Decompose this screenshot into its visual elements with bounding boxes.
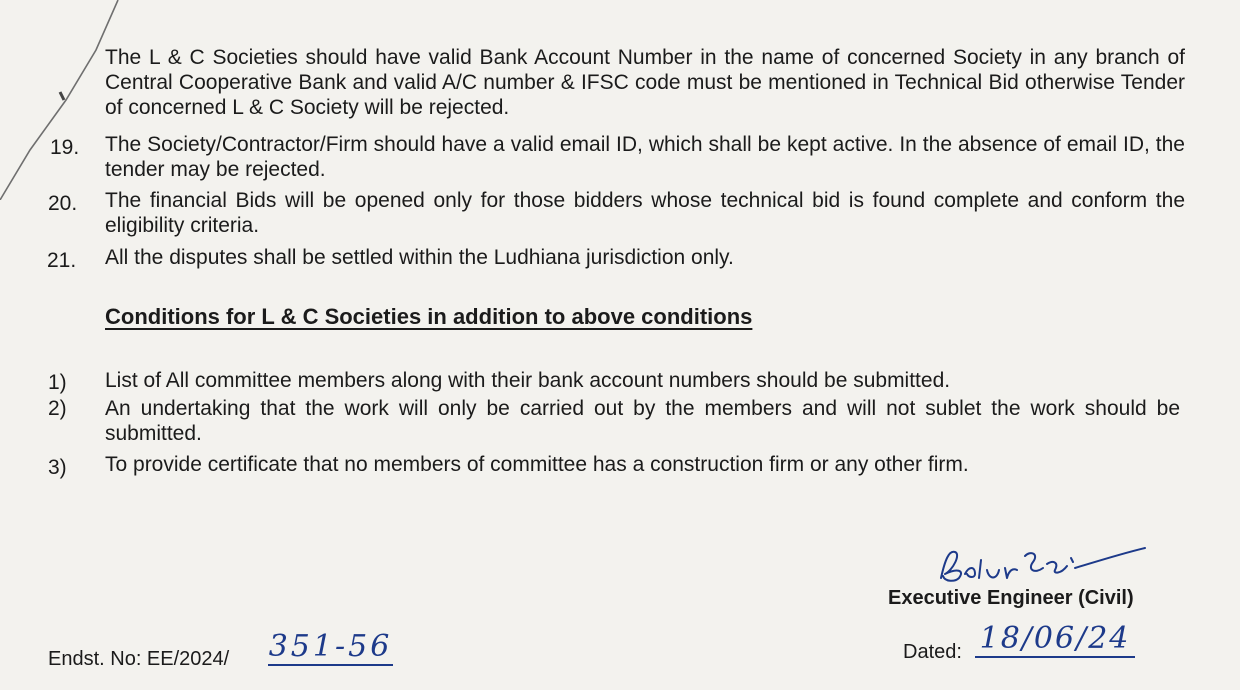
condition-committee-list: List of All committee members along with their bank account numbers should be submitted. bbox=[105, 369, 951, 392]
clause-number: 19. bbox=[50, 136, 80, 159]
clause-financial-bids: The financial Bids will be opened only for those bidders whose technical bid is found complete and conform the eligibility criteria. bbox=[105, 189, 1185, 237]
clause-jurisdiction: All the disputes shall be settled within the Ludhiana jurisdiction only. bbox=[105, 246, 734, 269]
condition-number: 2) bbox=[48, 397, 67, 420]
dated-handwritten-value: 18/06/24 bbox=[975, 622, 1135, 658]
handwritten-signature bbox=[935, 540, 1155, 588]
dated-label: Dated: bbox=[903, 641, 962, 663]
clause-email-id: The Society/Contractor/Firm should have a valid email ID, which shall be kept active. In the absence of email ID, the tender may be rejected. bbox=[105, 133, 1185, 181]
condition-number: 1) bbox=[48, 371, 67, 394]
endorsement-label: Endst. No: EE/2024/ bbox=[48, 648, 230, 670]
endorsement-handwritten-number: 351-56 bbox=[268, 629, 393, 664]
condition-certificate: To provide certificate that no members of committee has a construction firm or any other firm. bbox=[105, 453, 969, 476]
condition-undertaking: An undertaking that the work will only be carried out by the members and will not sublet the work should be submitted. bbox=[105, 397, 1180, 445]
condition-number: 3) bbox=[48, 456, 67, 479]
clause-number: 20. bbox=[48, 192, 78, 215]
signatory-title: Executive Engineer (Civil) bbox=[888, 587, 1134, 609]
clause-bank-account: The L & C Societies should have valid Bank Account Number in the name of concerned Society in any branch of Central Cooperative Bank and valid A/C number & IFSC code must be mentioned in Technical Bid otherwise Tender of concerned L & C Society will be rejected. bbox=[105, 46, 1185, 119]
paper-fold-mark bbox=[0, 0, 120, 200]
section-heading: Conditions for L & C Societies in addition to above conditions bbox=[105, 304, 753, 329]
clause-number: 21. bbox=[47, 249, 77, 272]
